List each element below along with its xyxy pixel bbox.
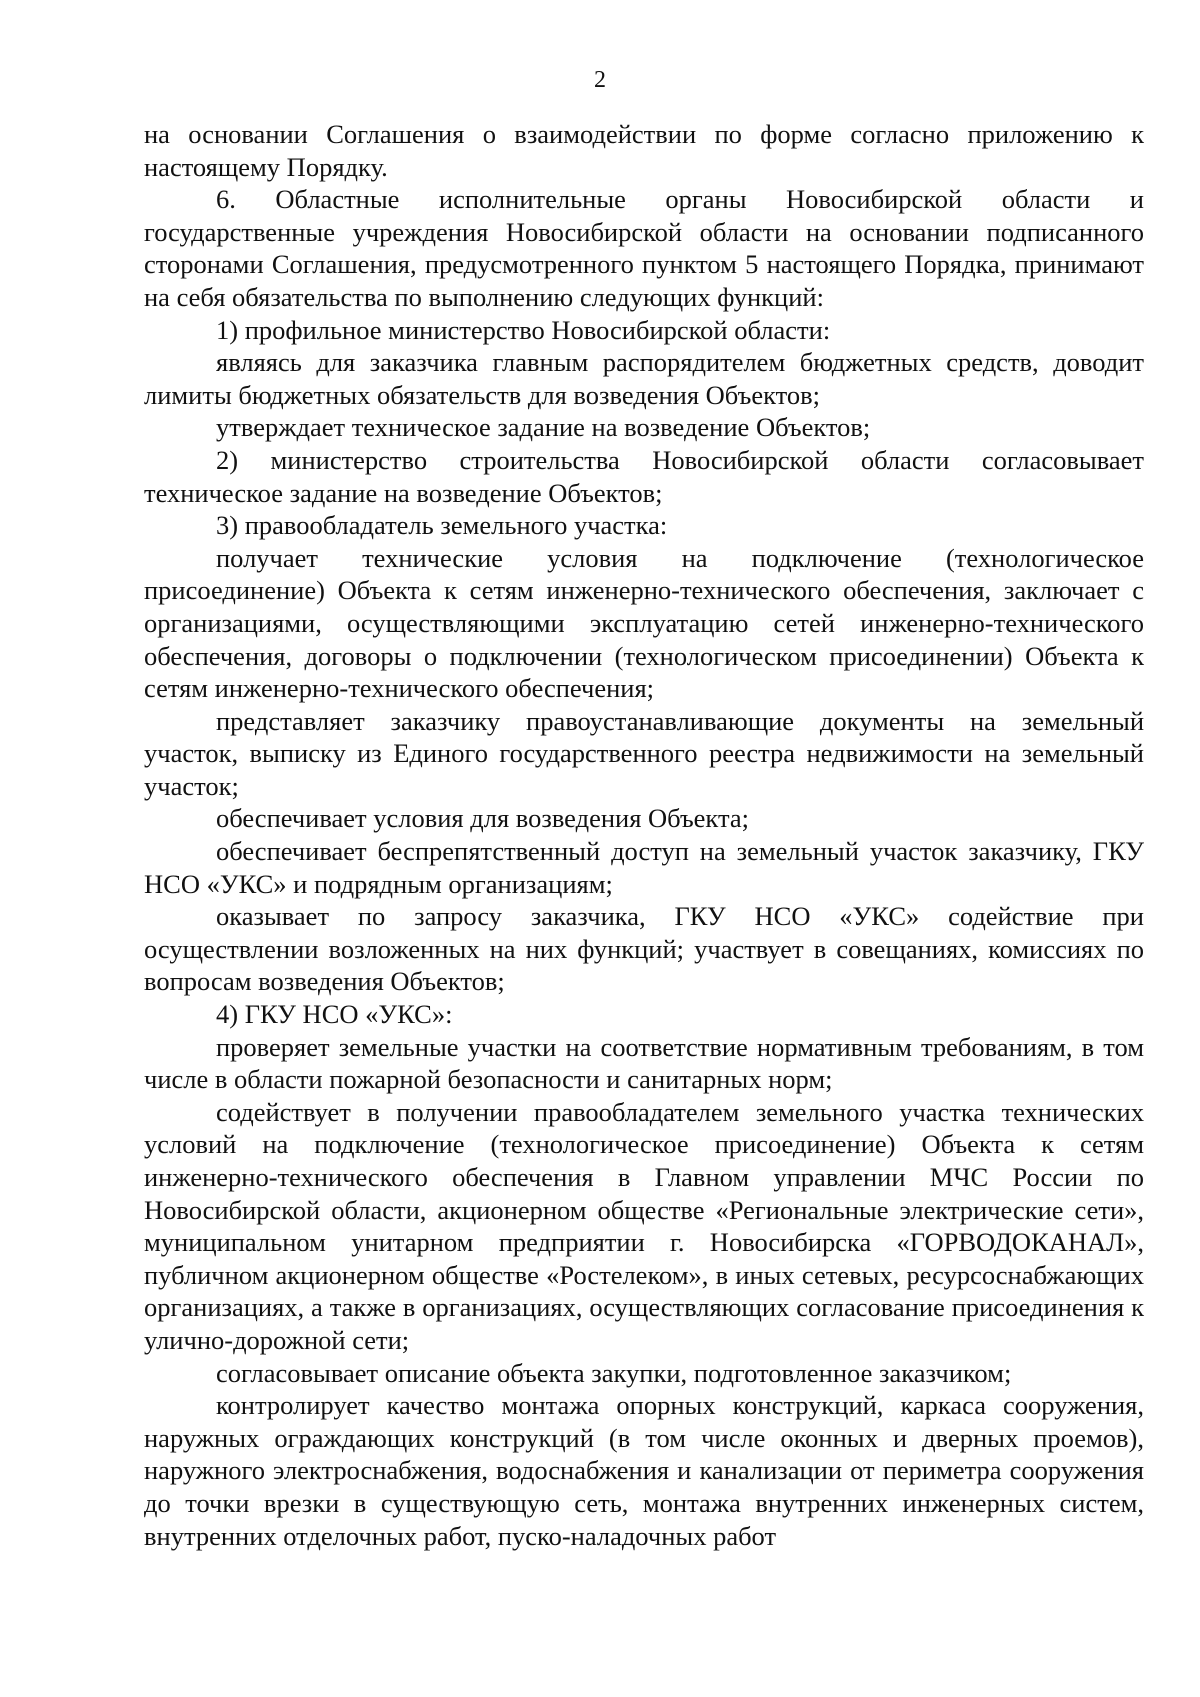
document-body <box>144 118 1144 1552</box>
paragraph: обеспечивает беспрепятственный доступ на земельный участок заказчику, ГКУ НСО «УКС» и подрядным организациям; <box>144 836 1144 899</box>
paragraph: представляет заказчику правоустанавливающие документы на земельный участок, выписку из Единого государственного реестра недвижимости на земельный участок; <box>144 705 1144 801</box>
paragraph: 6. Областные исполнительные органы Новосибирской области и государственные учреждения Новосибирской области на основании подписанного сторонами Соглашения, предусмотренного пунктом 5 настоящего Порядка, принимают на себя обязательства по выполнению следующих функций: <box>144 184 1144 312</box>
page-number: 2 <box>594 67 606 93</box>
paragraph: проверяет земельные участки на соответствие нормативным требованиям, в том числе в области пожарной безопасности и санитарных норм; <box>144 1031 1144 1095</box>
paragraph: 3) правообладатель земельного участка: <box>216 510 668 541</box>
paragraph: содействует в получении правообладателем земельного участка технических условий на подключение (технологическое присоединение) Объекта к сетям инженерно-технического обеспечения в Главном управлении МЧС России по Новосибирской области, акционерном обществе «Региональные электрические сети», муниципальном унитарном предприятии г. Новосибирска «ГОРВОДОКАНАЛ», публичном акционерном обществе «Ростелеком», в иных сетевых, ресурсоснабжающих организациях, а также в организациях, осуществляющих согласование присоединения к улично-дорожной сети; <box>144 1096 1144 1355</box>
paragraph: утверждает техническое задание на возведение Объектов; <box>216 412 871 443</box>
paragraph: являясь для заказчика главным распорядителем бюджетных средств, доводит лимиты бюджетных обязательств для возведения Объектов; <box>144 347 1144 410</box>
paragraph: контролирует качество монтажа опорных конструкций, каркаса сооружения, наружных ограждающих конструкций (в том числе оконных и дверных проемов), наружного электроснабжения, водоснабжения и канализации от периметра сооружения до точки врезки в существующую сеть, монтажа внутренних инженерных систем, внутренних отделочных работ, пуско-наладочных работ <box>144 1390 1144 1551</box>
paragraph: обеспечивает условия для возведения Объекта; <box>216 803 749 834</box>
paragraph: получает технические условия на подключение (технологическое присоединение) Объекта к сетям инженерно-технического обеспечения, заключает с организациями, осуществляющими эксплуатацию сетей инженерно-технического обеспечения, договоры о подключении (технологическом присоединении) Объекта к сетям инженерно-технического обеспечения; <box>144 542 1144 704</box>
paragraph: согласовывает описание объекта закупки, подготовленное заказчиком; <box>216 1357 1012 1388</box>
paragraph: на основании Соглашения о взаимодействии по форме согласно приложению к настоящему Порядку. <box>144 119 1144 182</box>
paragraph: 1) профильное министерство Новосибирской области: <box>216 314 831 345</box>
paragraph: оказывает по запросу заказчика, ГКУ НСО «УКС» содействие при осуществлении возложенных на них функций; участвует в совещаниях, комиссиях по вопросам возведения Объектов; <box>144 901 1144 997</box>
paragraph: 4) ГКУ НСО «УКС»: <box>216 999 453 1030</box>
paragraph: 2) министерство строительства Новосибирской области согласовывает техническое задание на возведение Объектов; <box>144 444 1144 508</box>
